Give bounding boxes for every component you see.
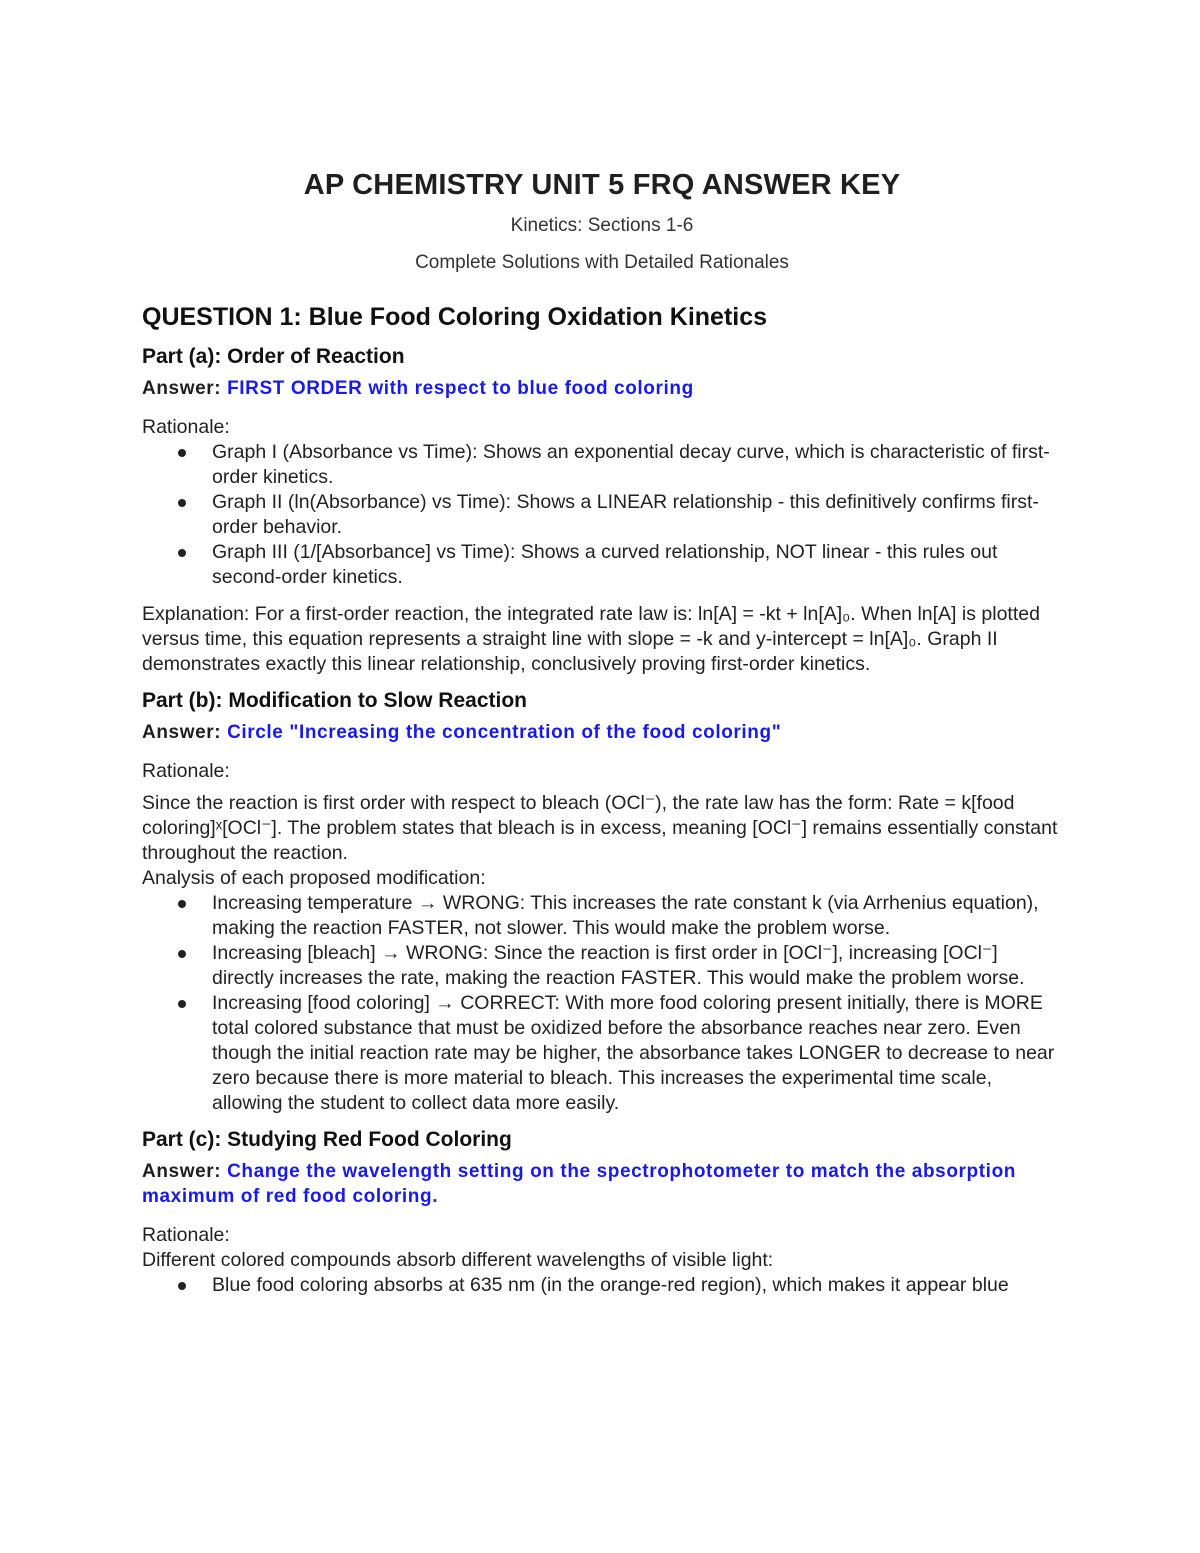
part-a-heading: Part (a): Order of Reaction: [142, 345, 405, 368]
part-c-bullet-list: [142, 1273, 1062, 1298]
part-b-analysis-intro: Analysis of each proposed modification:: [142, 867, 486, 889]
list-item-text: Blue food coloring absorbs at 635 nm (in the orange-red region), which makes it appear blue: [212, 1274, 1009, 1296]
list-item-text: Increasing [bleach] → WRONG: Since the reaction is first order in [OCl⁻], increasing [OCl⁻] directly increases the rate, making the reaction FASTER. This would make the problem worse.: [212, 942, 1025, 989]
part-c-paragraph: Different colored compounds absorb different wavelengths of visible light:: [142, 1249, 774, 1271]
list-item: [142, 991, 1062, 1116]
part-c-answer-label: Answer:: [142, 1161, 222, 1182]
bullet-icon: [178, 950, 186, 958]
list-item: [142, 490, 1062, 540]
part-c-heading: Part (c): Studying Red Food Coloring: [142, 1128, 512, 1151]
part-a-answer: [142, 376, 1062, 401]
list-item: [142, 440, 1062, 490]
document-subtitle-sections: Kinetics: Sections 1-6: [510, 215, 694, 236]
bullet-icon: [178, 549, 186, 557]
question-1-heading: QUESTION 1: Blue Food Coloring Oxidation Kinetics: [142, 303, 768, 331]
list-item-text: Graph II (ln(Absorbance) vs Time): Shows a LINEAR relationship - this definitively confirms first-order behavior.: [212, 491, 1039, 538]
part-b-answer-value: Circle "Increasing the concentration of the food coloring": [227, 722, 782, 743]
bullet-icon: [178, 449, 186, 457]
part-a-answer-label: Answer:: [142, 378, 222, 399]
list-item: [142, 941, 1062, 991]
document-content: [142, 166, 1062, 1298]
list-item-text: Increasing temperature → WRONG: This increases the rate constant k (via Arrhenius equation), making the reaction FASTER, not slower. This would make the problem worse.: [212, 892, 1039, 939]
list-item-text: Graph I (Absorbance vs Time): Shows an exponential decay curve, which is characteristic of first-order kinetics.: [212, 441, 1050, 488]
part-b-answer: [142, 720, 1062, 745]
part-c-answer-value: Change the wavelength setting on the spectrophotometer to match the absorption maximum of red food coloring.: [142, 1161, 1016, 1207]
list-item: [142, 891, 1062, 941]
bullet-icon: [178, 1282, 186, 1290]
bullet-icon: [178, 900, 186, 908]
bullet-icon: [178, 499, 186, 507]
document-subtitle-description: Complete Solutions with Detailed Rationales: [415, 252, 789, 273]
list-item: [142, 1273, 1062, 1298]
part-c-rationale-label: Rationale:: [142, 1224, 230, 1246]
part-a-explanation: Explanation: For a first-order reaction, the integrated rate law is: ln[A] = -kt + ln[A]₀. When ln[A] is plotted versus time, this equation represents a straight line with slope = -k and y-intercept = ln[A]₀. Graph II demonstrates exactly this linear relationship, conclusively proving first-order kinetics.: [142, 603, 1040, 675]
part-c-answer: [142, 1159, 1062, 1209]
list-item-text: Increasing [food coloring] → CORRECT: With more food coloring present initially, there is MORE total colored substance that must be oxidized before the absorbance reaches near zero. Even though the initial reaction rate may be higher, the absorbance takes LONGER to decrease to near zero because there is more material to bleach. This increases the experimental time scale, allowing the student to collect data more easily.: [212, 992, 1055, 1114]
part-b-rationale-label: Rationale:: [142, 760, 230, 782]
part-b-paragraph: Since the reaction is first order with respect to bleach (OCl⁻), the rate law has the form: Rate = k[food coloring]ˣ[OCl⁻]. The problem states that bleach is in excess, meaning [OCl⁻] remains essentially constant throughout the reaction.: [142, 792, 1058, 864]
bullet-icon: [178, 1000, 186, 1008]
list-item: [142, 540, 1062, 590]
part-b-heading: Part (b): Modification to Slow Reaction: [142, 689, 527, 712]
part-b-answer-label: Answer:: [142, 722, 222, 743]
part-a-rationale-label: Rationale:: [142, 416, 230, 438]
list-item-text: Graph III (1/[Absorbance] vs Time): Shows a curved relationship, NOT linear - this rules out second-order kinetics.: [212, 541, 998, 588]
part-a-answer-value: FIRST ORDER with respect to blue food coloring: [227, 378, 694, 399]
part-a-bullet-list: [142, 440, 1062, 590]
document-title: AP CHEMISTRY UNIT 5 FRQ ANSWER KEY: [303, 169, 901, 201]
part-b-bullet-list: [142, 891, 1062, 1116]
